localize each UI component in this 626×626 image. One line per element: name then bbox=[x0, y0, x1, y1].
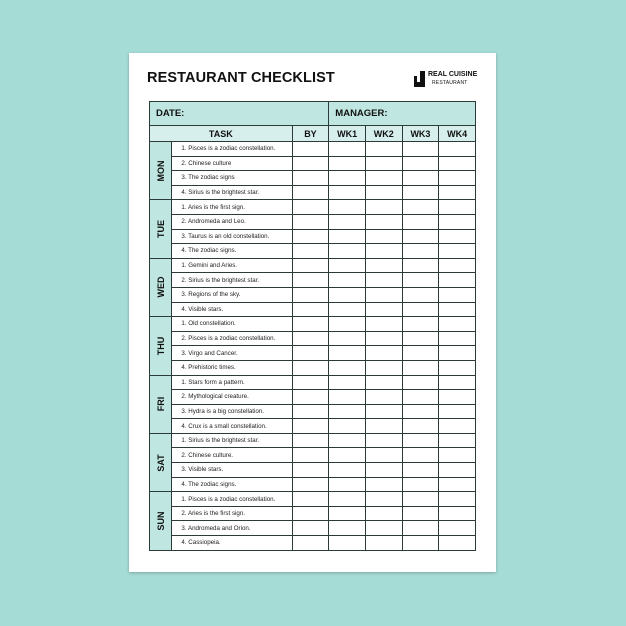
by-check-cell[interactable] bbox=[292, 258, 329, 273]
wk2-check-cell[interactable] bbox=[365, 273, 402, 288]
by-check-cell[interactable] bbox=[292, 521, 329, 536]
wk4-check-cell[interactable] bbox=[439, 302, 476, 317]
by-check-cell[interactable] bbox=[292, 244, 329, 259]
table-row bbox=[150, 331, 476, 346]
wk2-check-cell[interactable] bbox=[365, 390, 402, 405]
checklist-table bbox=[149, 101, 476, 551]
wk2-check-cell[interactable] bbox=[365, 492, 402, 507]
table-row bbox=[150, 244, 476, 259]
column-header-wk1: WK1 bbox=[329, 126, 366, 142]
task-text: 2. Chinese culture bbox=[172, 156, 292, 171]
wk4-check-cell[interactable] bbox=[439, 185, 476, 200]
wk3-check-cell[interactable] bbox=[402, 375, 439, 390]
bracket-logo-icon bbox=[414, 71, 425, 87]
task-text: 4. Visible stars. bbox=[172, 302, 292, 317]
manager-label: MANAGER: bbox=[335, 108, 388, 119]
wk2-check-cell[interactable] bbox=[365, 477, 402, 492]
wk1-check-cell[interactable] bbox=[329, 463, 366, 478]
by-check-cell[interactable] bbox=[292, 463, 329, 478]
wk2-check-cell[interactable] bbox=[365, 404, 402, 419]
by-check-cell[interactable] bbox=[292, 214, 329, 229]
by-check-cell[interactable] bbox=[292, 536, 329, 551]
wk2-check-cell[interactable] bbox=[365, 331, 402, 346]
column-header-task: TASK bbox=[150, 126, 293, 142]
wk3-check-cell[interactable] bbox=[402, 521, 439, 536]
day-cell-fri bbox=[150, 375, 172, 433]
wk2-check-cell[interactable] bbox=[365, 433, 402, 448]
day-cell-wed bbox=[150, 258, 172, 316]
table-row bbox=[150, 287, 476, 302]
wk4-check-cell[interactable] bbox=[439, 521, 476, 536]
table-row bbox=[150, 521, 476, 536]
wk4-check-cell[interactable] bbox=[439, 404, 476, 419]
date-label: DATE: bbox=[156, 108, 185, 119]
table-row bbox=[150, 463, 476, 478]
wk1-check-cell[interactable] bbox=[329, 360, 366, 375]
wk2-check-cell[interactable] bbox=[365, 200, 402, 215]
task-text: 4. Crux is a small constellation. bbox=[172, 419, 292, 434]
wk4-check-cell[interactable] bbox=[439, 244, 476, 259]
table-row bbox=[150, 536, 476, 551]
wk2-check-cell[interactable] bbox=[365, 463, 402, 478]
wk2-check-cell[interactable] bbox=[365, 142, 402, 157]
wk1-check-cell[interactable] bbox=[329, 536, 366, 551]
wk1-check-cell[interactable] bbox=[329, 331, 366, 346]
day-label: SAT bbox=[155, 453, 166, 472]
wk3-check-cell[interactable] bbox=[402, 360, 439, 375]
by-check-cell[interactable] bbox=[292, 477, 329, 492]
wk3-check-cell[interactable] bbox=[402, 244, 439, 259]
wk1-check-cell[interactable] bbox=[329, 419, 366, 434]
task-text: 3. Andromeda and Orion. bbox=[172, 521, 292, 536]
wk4-check-cell[interactable] bbox=[439, 463, 476, 478]
by-check-cell[interactable] bbox=[292, 492, 329, 507]
task-text: 2. Aries is the first sign. bbox=[172, 506, 292, 521]
table-row bbox=[150, 390, 476, 405]
wk1-check-cell[interactable] bbox=[329, 287, 366, 302]
day-cell-tue bbox=[150, 200, 172, 258]
by-check-cell[interactable] bbox=[292, 171, 329, 186]
table-row bbox=[150, 142, 476, 157]
table-row bbox=[150, 302, 476, 317]
wk2-check-cell[interactable] bbox=[365, 287, 402, 302]
table-row bbox=[150, 273, 476, 288]
wk1-check-cell[interactable] bbox=[329, 375, 366, 390]
table-row bbox=[150, 506, 476, 521]
wk1-check-cell[interactable] bbox=[329, 185, 366, 200]
day-cell-mon bbox=[150, 142, 172, 200]
wk1-check-cell[interactable] bbox=[329, 492, 366, 507]
wk3-check-cell[interactable] bbox=[402, 273, 439, 288]
day-label: WED bbox=[155, 276, 166, 298]
wk3-check-cell[interactable] bbox=[402, 506, 439, 521]
wk1-check-cell[interactable] bbox=[329, 506, 366, 521]
wk4-check-cell[interactable] bbox=[439, 477, 476, 492]
wk1-check-cell[interactable] bbox=[329, 171, 366, 186]
task-text: 2. Sirius is the brightest star. bbox=[172, 273, 292, 288]
wk3-check-cell[interactable] bbox=[402, 156, 439, 171]
column-header-wk4: WK4 bbox=[439, 126, 476, 142]
wk3-check-cell[interactable] bbox=[402, 477, 439, 492]
table-row bbox=[150, 419, 476, 434]
wk1-check-cell[interactable] bbox=[329, 200, 366, 215]
wk1-check-cell[interactable] bbox=[329, 214, 366, 229]
page-title: RESTAURANT CHECKLIST bbox=[147, 70, 335, 86]
wk3-check-cell[interactable] bbox=[402, 390, 439, 405]
wk3-check-cell[interactable] bbox=[402, 492, 439, 507]
table-row bbox=[150, 492, 476, 507]
wk2-check-cell[interactable] bbox=[365, 448, 402, 463]
table-row bbox=[150, 214, 476, 229]
wk2-check-cell[interactable] bbox=[365, 536, 402, 551]
wk4-check-cell[interactable] bbox=[439, 331, 476, 346]
task-text: 4. The zodiac signs. bbox=[172, 477, 292, 492]
task-text: 3. Visible stars. bbox=[172, 463, 292, 478]
wk2-check-cell[interactable] bbox=[365, 419, 402, 434]
wk3-check-cell[interactable] bbox=[402, 287, 439, 302]
brand-subtitle: RESTAURANT bbox=[432, 80, 468, 86]
task-text: 3. Hydra is a big constellation. bbox=[172, 404, 292, 419]
wk3-check-cell[interactable] bbox=[402, 258, 439, 273]
column-header-wk2: WK2 bbox=[365, 126, 402, 142]
wk1-check-cell[interactable] bbox=[329, 244, 366, 259]
wk2-check-cell[interactable] bbox=[365, 360, 402, 375]
wk1-check-cell[interactable] bbox=[329, 390, 366, 405]
task-text: 4. The zodiac signs. bbox=[172, 244, 292, 259]
checklist-page bbox=[129, 53, 496, 572]
by-check-cell[interactable] bbox=[292, 404, 329, 419]
day-cell-thu bbox=[150, 317, 172, 375]
wk1-check-cell[interactable] bbox=[329, 404, 366, 419]
wk2-check-cell[interactable] bbox=[365, 214, 402, 229]
task-text: 1. Gemini and Aries. bbox=[172, 258, 292, 273]
by-check-cell[interactable] bbox=[292, 229, 329, 244]
wk2-check-cell[interactable] bbox=[365, 171, 402, 186]
wk4-check-cell[interactable] bbox=[439, 171, 476, 186]
day-label: MON bbox=[155, 160, 166, 182]
by-check-cell[interactable] bbox=[292, 200, 329, 215]
table-row bbox=[150, 200, 476, 215]
table-row bbox=[150, 433, 476, 448]
wk4-check-cell[interactable] bbox=[439, 200, 476, 215]
wk4-check-cell[interactable] bbox=[439, 536, 476, 551]
wk4-check-cell[interactable] bbox=[439, 346, 476, 361]
wk4-check-cell[interactable] bbox=[439, 142, 476, 157]
day-label: TUE bbox=[155, 220, 166, 239]
task-text: 4. Prehistoric times. bbox=[172, 360, 292, 375]
table-row bbox=[150, 375, 476, 390]
wk4-check-cell[interactable] bbox=[439, 506, 476, 521]
by-check-cell[interactable] bbox=[292, 390, 329, 405]
wk2-check-cell[interactable] bbox=[365, 375, 402, 390]
wk3-check-cell[interactable] bbox=[402, 200, 439, 215]
by-check-cell[interactable] bbox=[292, 346, 329, 361]
wk1-check-cell[interactable] bbox=[329, 258, 366, 273]
wk4-check-cell[interactable] bbox=[439, 448, 476, 463]
task-text: 2. Pisces is a zodiac constellation. bbox=[172, 331, 292, 346]
wk3-check-cell[interactable] bbox=[402, 171, 439, 186]
wk1-check-cell[interactable] bbox=[329, 477, 366, 492]
by-check-cell[interactable] bbox=[292, 448, 329, 463]
brand-logo bbox=[414, 70, 476, 88]
table-row bbox=[150, 229, 476, 244]
wk3-check-cell[interactable] bbox=[402, 346, 439, 361]
task-text: 2. Andromeda and Leo. bbox=[172, 214, 292, 229]
wk3-check-cell[interactable] bbox=[402, 142, 439, 157]
task-text: 2. Mythological creature. bbox=[172, 390, 292, 405]
wk3-check-cell[interactable] bbox=[402, 419, 439, 434]
wk4-check-cell[interactable] bbox=[439, 287, 476, 302]
task-text: 1. Aries is the first sign. bbox=[172, 200, 292, 215]
wk4-check-cell[interactable] bbox=[439, 156, 476, 171]
task-text: 1. Old constellation. bbox=[172, 317, 292, 332]
wk2-check-cell[interactable] bbox=[365, 156, 402, 171]
table-row bbox=[150, 360, 476, 375]
wk1-check-cell[interactable] bbox=[329, 273, 366, 288]
wk3-check-cell[interactable] bbox=[402, 433, 439, 448]
wk4-check-cell[interactable] bbox=[439, 214, 476, 229]
day-cell-sat bbox=[150, 433, 172, 491]
day-cell-sun bbox=[150, 492, 172, 550]
task-text: 4. Cassiopeia. bbox=[172, 536, 292, 551]
wk1-check-cell[interactable] bbox=[329, 156, 366, 171]
by-check-cell[interactable] bbox=[292, 317, 329, 332]
wk1-check-cell[interactable] bbox=[329, 142, 366, 157]
task-text: 3. Regions of the sky. bbox=[172, 287, 292, 302]
by-check-cell[interactable] bbox=[292, 302, 329, 317]
wk2-check-cell[interactable] bbox=[365, 302, 402, 317]
by-check-cell[interactable] bbox=[292, 433, 329, 448]
wk2-check-cell[interactable] bbox=[365, 229, 402, 244]
day-label: THU bbox=[155, 336, 166, 356]
table-row bbox=[150, 404, 476, 419]
wk3-check-cell[interactable] bbox=[402, 463, 439, 478]
wk2-check-cell[interactable] bbox=[365, 185, 402, 200]
task-text: 3. Taurus is an old constellation. bbox=[172, 229, 292, 244]
wk1-check-cell[interactable] bbox=[329, 448, 366, 463]
by-check-cell[interactable] bbox=[292, 156, 329, 171]
wk4-check-cell[interactable] bbox=[439, 229, 476, 244]
table-row bbox=[150, 317, 476, 332]
wk4-check-cell[interactable] bbox=[439, 258, 476, 273]
table-row bbox=[150, 258, 476, 273]
by-check-cell[interactable] bbox=[292, 287, 329, 302]
by-check-cell[interactable] bbox=[292, 360, 329, 375]
table-row bbox=[150, 171, 476, 186]
wk4-check-cell[interactable] bbox=[439, 375, 476, 390]
wk2-check-cell[interactable] bbox=[365, 346, 402, 361]
wk3-check-cell[interactable] bbox=[402, 404, 439, 419]
wk2-check-cell[interactable] bbox=[365, 317, 402, 332]
task-text: 3. Virgo and Cancer. bbox=[172, 346, 292, 361]
task-text: 1. Pisces is a zodiac constellation. bbox=[172, 492, 292, 507]
wk1-check-cell[interactable] bbox=[329, 433, 366, 448]
wk2-check-cell[interactable] bbox=[365, 506, 402, 521]
wk3-check-cell[interactable] bbox=[402, 185, 439, 200]
by-check-cell[interactable] bbox=[292, 375, 329, 390]
wk1-check-cell[interactable] bbox=[329, 302, 366, 317]
day-label: FRI bbox=[155, 396, 166, 412]
wk2-check-cell[interactable] bbox=[365, 244, 402, 259]
column-header-by: BY bbox=[292, 126, 329, 142]
wk4-check-cell[interactable] bbox=[439, 433, 476, 448]
wk1-check-cell[interactable] bbox=[329, 317, 366, 332]
wk3-check-cell[interactable] bbox=[402, 536, 439, 551]
table-row bbox=[150, 185, 476, 200]
wk3-check-cell[interactable] bbox=[402, 331, 439, 346]
by-check-cell[interactable] bbox=[292, 273, 329, 288]
wk4-check-cell[interactable] bbox=[439, 492, 476, 507]
table-row bbox=[150, 346, 476, 361]
day-label: SUN bbox=[155, 511, 166, 531]
column-header-wk3: WK3 bbox=[402, 126, 439, 142]
by-check-cell[interactable] bbox=[292, 419, 329, 434]
wk1-check-cell[interactable] bbox=[329, 521, 366, 536]
task-text: 2. Chinese culture. bbox=[172, 448, 292, 463]
wk3-check-cell[interactable] bbox=[402, 302, 439, 317]
wk4-check-cell[interactable] bbox=[439, 419, 476, 434]
task-text: 1. Stars form a pattern. bbox=[172, 375, 292, 390]
by-check-cell[interactable] bbox=[292, 506, 329, 521]
table-row bbox=[150, 156, 476, 171]
wk3-check-cell[interactable] bbox=[402, 229, 439, 244]
by-check-cell[interactable] bbox=[292, 142, 329, 157]
task-text: 4. Sirius is the brightest star. bbox=[172, 185, 292, 200]
task-text: 1. Pisces is a zodiac constellation. bbox=[172, 142, 292, 157]
wk3-check-cell[interactable] bbox=[402, 317, 439, 332]
wk1-check-cell[interactable] bbox=[329, 229, 366, 244]
task-text: 3. The zodiac signs bbox=[172, 171, 292, 186]
wk3-check-cell[interactable] bbox=[402, 448, 439, 463]
by-check-cell[interactable] bbox=[292, 185, 329, 200]
table-row bbox=[150, 477, 476, 492]
wk4-check-cell[interactable] bbox=[439, 317, 476, 332]
wk4-check-cell[interactable] bbox=[439, 360, 476, 375]
wk4-check-cell[interactable] bbox=[439, 390, 476, 405]
manager-field[interactable] bbox=[329, 102, 476, 126]
wk2-check-cell[interactable] bbox=[365, 521, 402, 536]
wk2-check-cell[interactable] bbox=[365, 258, 402, 273]
wk4-check-cell[interactable] bbox=[439, 273, 476, 288]
wk1-check-cell[interactable] bbox=[329, 346, 366, 361]
by-check-cell[interactable] bbox=[292, 331, 329, 346]
wk3-check-cell[interactable] bbox=[402, 214, 439, 229]
brand-name: REAL CUISINE bbox=[428, 71, 478, 78]
table-row bbox=[150, 448, 476, 463]
date-field[interactable] bbox=[150, 102, 329, 126]
task-text: 1. Sirius is the brightest star. bbox=[172, 433, 292, 448]
